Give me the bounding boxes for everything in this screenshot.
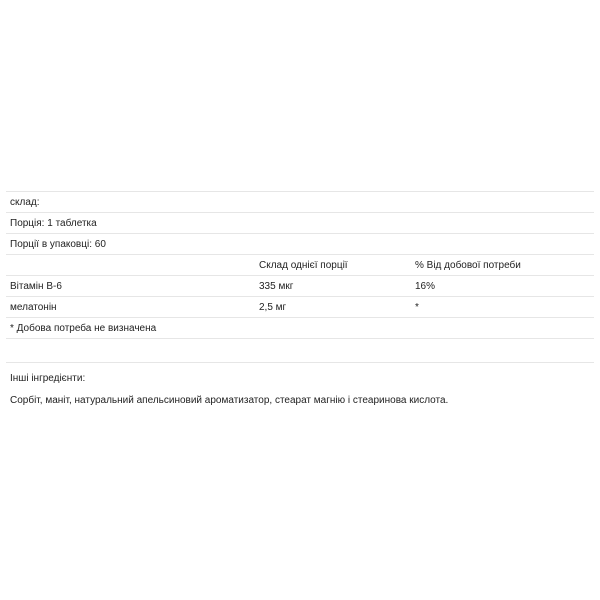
footnote-row bbox=[6, 317, 594, 339]
servings-per-container: Порції в упаковці: 60 bbox=[10, 239, 106, 250]
facts-title-row bbox=[6, 191, 594, 212]
nutrient-daily-value: * bbox=[415, 302, 419, 313]
table-header-row bbox=[6, 254, 594, 275]
servings-per-container-row bbox=[6, 233, 594, 254]
other-ingredients-section bbox=[6, 362, 594, 406]
serving-size-row bbox=[6, 212, 594, 233]
header-amount: Склад однієї порції bbox=[259, 260, 348, 271]
header-daily-value: % Від добової потреби bbox=[415, 260, 521, 271]
table-row bbox=[6, 296, 594, 317]
footnote: * Добова потреба не визначена bbox=[10, 323, 157, 334]
table-row bbox=[6, 275, 594, 296]
nutrient-daily-value: 16% bbox=[415, 281, 436, 292]
serving-size: Порція: 1 таблетка bbox=[10, 218, 97, 229]
nutrient-name: Вітамін B-6 bbox=[10, 281, 62, 292]
supplement-facts-table bbox=[6, 191, 594, 339]
nutrient-name: мелатонін bbox=[10, 302, 57, 313]
other-ingredients-label: Інші інгредієнти: bbox=[10, 373, 86, 384]
nutrient-amount: 2,5 мг bbox=[259, 302, 287, 313]
nutrient-amount: 335 мкг bbox=[259, 281, 294, 292]
facts-title: склад: bbox=[10, 197, 40, 208]
other-ingredients-text: Сорбіт, маніт, натуральний апельсиновий ароматизатор, стеарат магнію і стеаринова кислота. bbox=[10, 395, 449, 406]
